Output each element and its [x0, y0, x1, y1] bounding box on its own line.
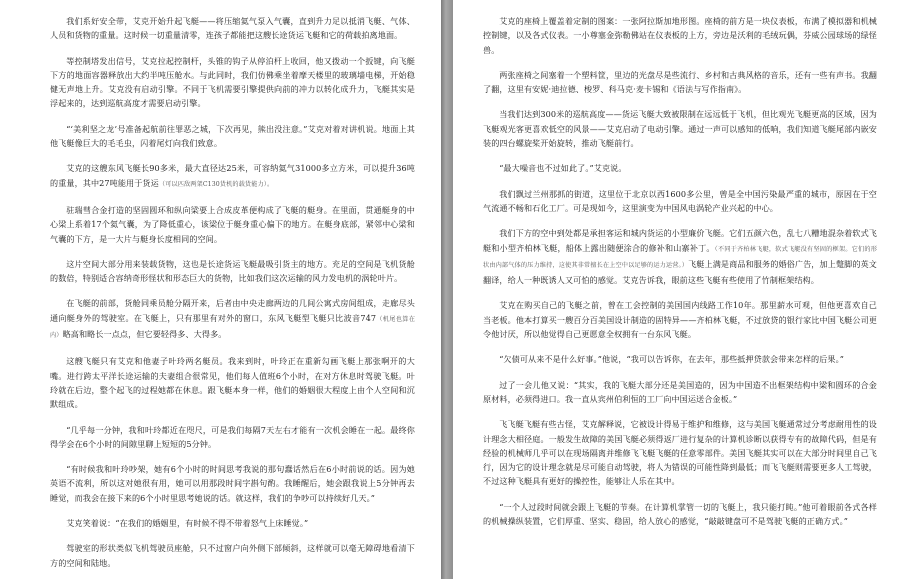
paragraph-text: “‘美利坚之龙’号准备起航前往罪恶之城，下次再见，熊出没注意。”艾克对着对讲机说。地面上其他飞艇像巨大的毛毛虫，闪着尾灯向我们致意。	[50, 123, 415, 149]
paragraph-text-continued: 略高和略长一点点，但它要轻得多、大得多。	[62, 329, 227, 340]
paragraph	[483, 500, 877, 529]
paragraph-text: 这艘飞艇只有艾克和他妻子叶玲两名艇员。我来到时，叶玲正在重新勾画飞艇上那张啊开的大嘴。进行跨太平洋长途运输的夫妻组合很常见，他们每人值班6个小时，在对方休息时驾驶飞艇。叶玲就在后边，整个起飞的过程她都在休息。跟飞艇本身一样，他们的婚姻很大程度上由个人空间和沉默组成。	[50, 356, 415, 410]
paragraph	[483, 226, 877, 287]
paragraph-text: “欠债可从来不是什么好事。”他说，“我可以告诉你，在去年，那些抵押贷款会带来怎样的后果。”	[499, 354, 844, 365]
paragraph-text: 艾克在购买自己的飞艇之前，曾在工会控制的美国国内线路工作10年。那里薪水可观，但他更喜欢自己当老板。他本打算买一艘百分百美国设计制造的固特异——齐柏林飞艇，不过放贷的银行家比中国飞艇公司更令他讨厌，所以他觉得自己更愿意全权拥有一台东风飞艇。	[483, 300, 877, 340]
paragraph	[50, 161, 415, 192]
paragraph-text-continued: 飞艇上满是商品和服务的婚俗广告，加上蹩脚的英文翻译，给人一种既诱人又可怕的感觉。艾克告诉我，眼前这些飞艇有些使用了竹制框架结构。	[483, 258, 877, 286]
paragraph	[50, 14, 415, 43]
left-page	[0, 0, 441, 579]
paragraph	[483, 187, 877, 216]
paragraph	[483, 161, 877, 175]
paragraph-text: 当我们达到300米的巡航高度——货运飞艇大致被限制在远远低于飞机，但比观光飞艇更高的区域，因为飞艇观光客更喜欢低空的风景——艾克启动了电动引擎。通过一声可以感知的低响，我们知道飞艇尾部内嵌安装的四台螺旋桨开始旋转，推动飞艇前行。	[483, 109, 877, 149]
paragraph-text: 艾克的座椅上覆盖着定制的图案：一张阿拉斯加地形图。座椅的前方是一块仪表板，布满了模拟器和机械控制键，以及各式仪表。一小尊塞金弥勒佛站在仪表板的上方，旁边是沃利的毛绒玩偶，芬威公园球场的绿怪兽。	[483, 16, 877, 55]
paragraph-text: 驾驶室的形状类似飞机驾驶员座舱，只不过窗户向外侧下部倾斜，这样就可以毫无障碍地看清下方的空间和陆地。	[50, 543, 415, 568]
paragraph	[50, 296, 415, 343]
paragraph	[50, 423, 415, 452]
paragraph-text: 在飞艇的前部，货舱同乘员舱分隔开来，后者由中央走廊两边的几间公寓式房间组成，走廊尽头通向艇身外的驾驶室。在飞艇上，只有那里有对外的窗口，东风飞艇型飞艇只比波音747	[50, 298, 415, 323]
paragraph	[483, 14, 877, 57]
paragraph-text: “几乎每一分钟，我和叶玲都近在咫尺，可是我们每隔7天左右才能有一次机会睡在一起。最终你得学会在6个小时的间隙里聊上短短的5分钟。	[50, 424, 415, 449]
paragraph-text: 这片空间大部分用来装载货物，这也是长途货运飞艇最吸引货主的地方。充足的空间是飞机货舱的数倍，特别适合容纳奇形怪状和形态巨大的货物，比如我们这次运输的风力发电机的涡轮叶片。	[50, 258, 415, 284]
paragraph	[483, 378, 877, 407]
paragraph-text: 我们飘过兰州那抓的街道，这里位于北京以西1600多公里，曾是全中国污染最严重的城市，原因在于空气流通不畅和石化工厂。可是现如今，这里演变为中国风电涡轮产业兴起的中心。	[483, 188, 877, 213]
paragraph	[483, 298, 877, 341]
right-page	[453, 0, 897, 579]
paragraph	[50, 541, 415, 570]
paragraph-text: “有时候我和叶玲吵架，她有6个小时的时间思考我说的那句蠢话然后在6小时前说的话。因为她英语不流利，所以这对她很有用，她可以用那段时间字斟句酌。我睡醒后，她会跟我说上5分钟再去睡觉，而我会在接下来的6个小时里思考她说的话。就这样，我们的争吵可以持续好几天。”	[50, 464, 415, 503]
paragraph	[483, 107, 877, 150]
paragraph-text: 驻瑞彗合金打造的坚固圆环和纵向梁要上合成皮革便构成了飞艇的艇身。在里面，贯通艇身的中心梁上系着17个氦气囊，为了降低重心，该梁位于艇身重心偏下的地方。在艇身底部，紧邻中心梁和气囊的下方，是一大片与艇身长度相同的空间。	[50, 204, 415, 244]
inline-note: （机尾也算在内）	[50, 315, 415, 340]
paragraph-text: 艾克的这艘东风飞艇长90多米，最大直径达25米，可容纳氦气31000多立方米，可以提升36吨的重量，其中27吨能用于货运	[50, 163, 415, 188]
paragraph-text: 艾克笑着说：“在我们的婚姻里，有时候不得不带着怒气上床睡觉。”	[66, 518, 309, 529]
paragraph	[483, 68, 877, 97]
paragraph-text: 等控制塔发出信号，艾克拉起控制杆，头锥的钩子从停泊杆上收回，他又拨动一个扳键，向飞艇下方的地面容器释放出大约半吨压舱水。与此同时，我们仿佛乘坐着摩天楼里的玻璃墙电梯，开始稳健无声地上升。艾克没有启动引擎。不同于飞机需要引擎提供向前的冲力以转化成升力，飞艇其实是浮起来的，达到巡航高度才需要启动引擎。	[50, 55, 415, 109]
paragraph	[50, 54, 415, 111]
paragraph	[50, 462, 415, 505]
paragraph-text: 我们系好安全带，艾克开始升起飞艇——将压缩氦气泵入气囊，直到升力足以抵消飞艇、气体、人员和货物的重量。这时候一切重量清零，连孩子都能把这艘长途货运飞艇和它的荷载拍离地面。	[50, 16, 415, 41]
paragraph-text: 两张座椅之间塞着一个塑料筐，里边的光盘尽是些流行、乡村和古典风格的音乐，还有一些有声书。我翻了翻，这里有安妮·迪拉德、梭罗、科马克·麦卡锡和《语法与写作指南》。	[483, 69, 877, 95]
paragraph-text: 我们下方的空中到处都是承担客运和城内货运的小型廉价飞艇。它们五颜六色，乱七八糟地混杂着软式飞艇和小型齐柏林飞艇，船体上露出随便涂合的修补和山寨补丁。	[483, 228, 877, 253]
paragraph-text: “最大噪音也不过如此了。”艾克说。	[499, 163, 627, 174]
paragraph	[50, 122, 415, 151]
paragraph-text: “一个人过段时间就会跟上飞艇的节奏。在计算机掌管一切的飞艇上，我只能打盹。”他可着眼前各式各样的机械操纵装置，它们厚重、坚实、稳固，给人放心的感觉，“敲敲键盘可不是驾驶飞艇的正确方式。”	[483, 501, 877, 527]
page-gutter	[441, 0, 453, 579]
paragraph	[483, 417, 877, 488]
paragraph-text: 飞飞艇飞艇有些古怪，艾克解释说，它被设计得易于维护和维修，这与美国飞艇通常过分考虑耐用性的设计理念大相径庭。一般发生故障的美国飞艇必须得返厂进行复杂的计算机诊断以获得专有的故障代码，但是有经验的机械师几乎可以在现场隔离并维修飞飞艇飞艇的任意零部件。美国飞艇其实可以在大部分时间里自己飞行，因为它的设计理念就是尽可能自动驾驶，将人为错误的可能性降到最低；而飞飞艇则需要更多人工驾驶，不过这种飞艇具有更好的操控性，能够让人乐在其中。	[483, 419, 877, 487]
inline-note: （可以匹敌两架C130货机的载货能力）。	[158, 180, 274, 188]
paragraph	[50, 203, 415, 246]
paragraph	[483, 352, 877, 366]
inline-note: （不同于齐柏林飞艇，软式飞艇没有坚固的框架。它们的形状由内部气体的压力维持，这使其非常擅长在上空中以足够的运力运营。）	[483, 245, 877, 269]
paragraph	[50, 354, 415, 411]
paragraph-text: 过了一会儿他又说：“其实，我的飞艇大部分还是美国造的，因为中国造不出框架结构中梁和圆环的合金原材料，必须得进口。我一直从宾州伯利恒的工厂向中国运送合金板。”	[483, 379, 877, 404]
paragraph	[50, 516, 415, 530]
paragraph	[50, 257, 415, 286]
